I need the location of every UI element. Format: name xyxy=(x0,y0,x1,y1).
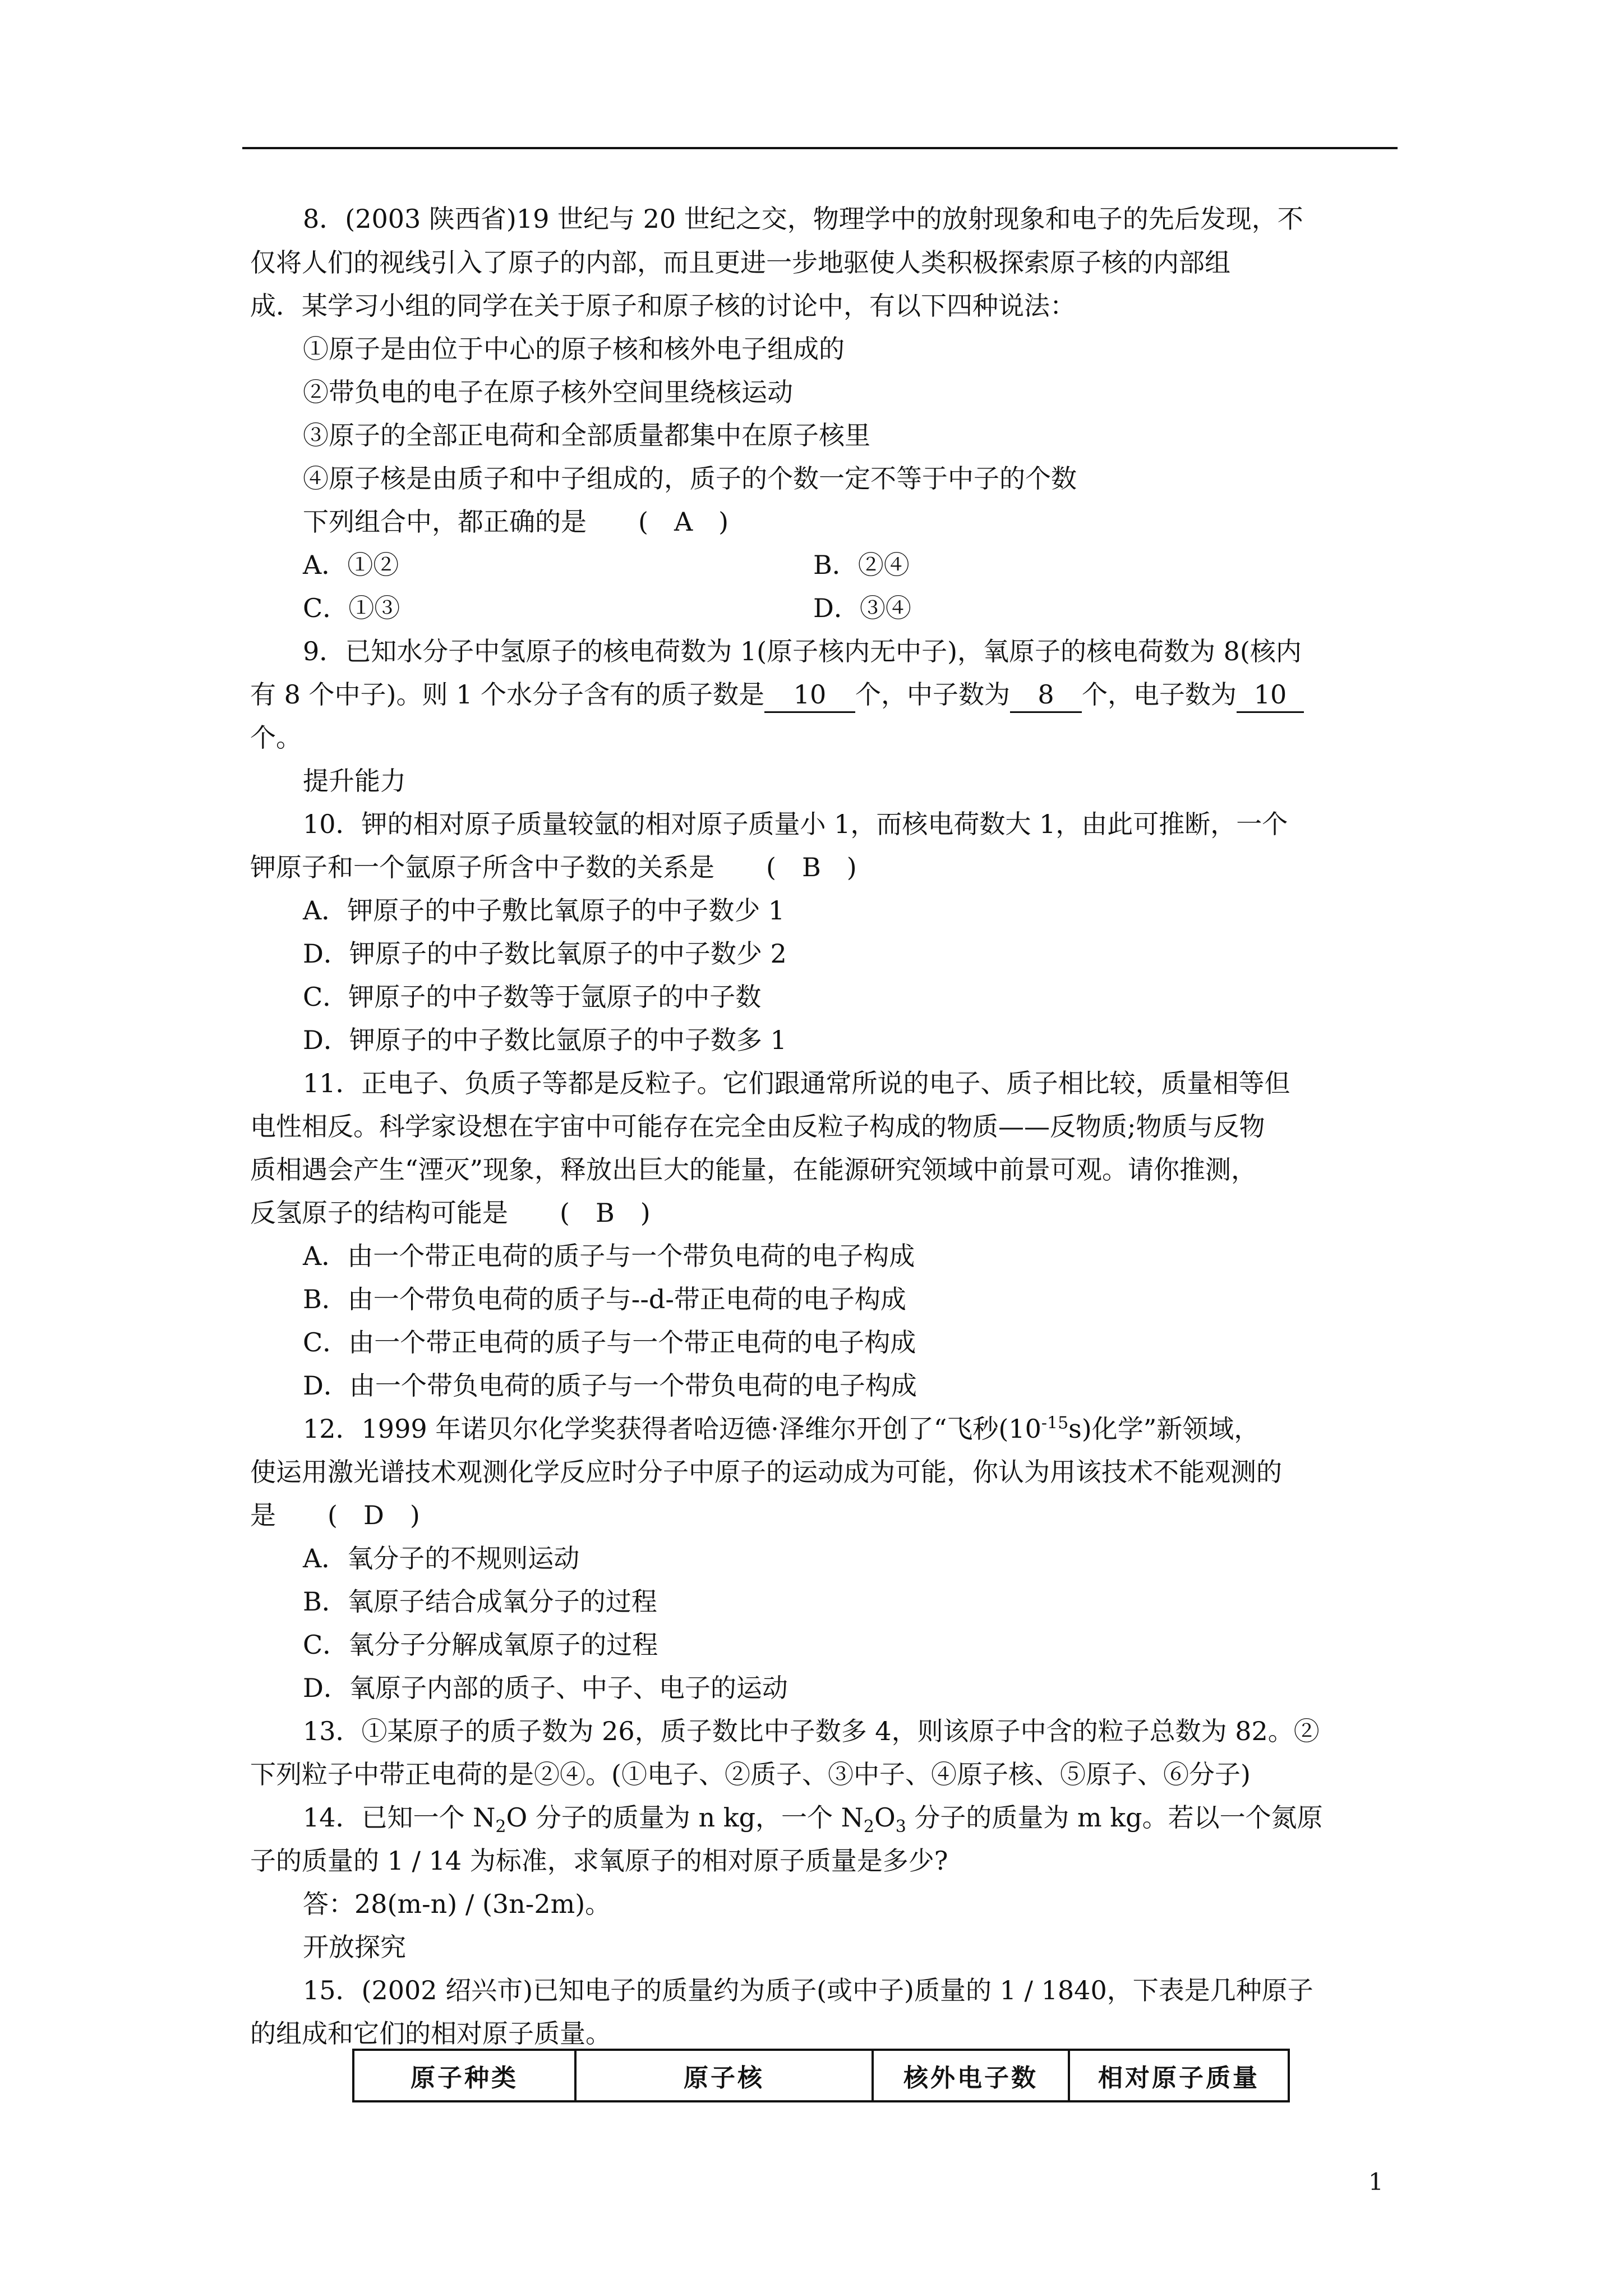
section-heading-improve: 提升能力 xyxy=(303,766,406,796)
q10-option-3: C．钾原子的中子数等于氩原子的中子数 xyxy=(303,982,762,1012)
q14-sub-2: 2 xyxy=(863,1817,874,1837)
table-header-relative-mass: 相对原子质量 xyxy=(1069,2050,1289,2101)
q15-line-2: 的组成和它们的相对原子质量。 xyxy=(250,2018,611,2049)
q14-sub-3: 3 xyxy=(895,1817,906,1837)
q13-line-2: 下列粒子中带正电荷的是②④。(①电子、②质子、③中子、④原子核、⑤原子、⑥分子) xyxy=(250,1759,1251,1789)
q10-line-1: 10．钾的相对原子质量较氩的相对原子质量小 1，而核电荷数大 1，由此可推断，一个 xyxy=(303,809,1288,839)
q9-blank-protons: 10 xyxy=(764,678,855,713)
q12-option-d: D．氧原子内部的质子、中子、电子的运动 xyxy=(303,1673,788,1703)
table-header-row xyxy=(353,2050,1289,2101)
q11-option-b: B．由一个带负电荷的质子与--d-带正电荷的电子构成 xyxy=(303,1284,906,1314)
q14-text-a: 14．已知一个 N xyxy=(303,1802,496,1833)
q12-text-a: 12．1999 年诺贝尔化学奖获得者哈迈德·泽维尔开创了“飞秒(10 xyxy=(303,1414,1041,1444)
q9-blank-neutrons: 8 xyxy=(1010,678,1082,713)
page-number: 1 xyxy=(1368,2168,1384,2196)
q11-line-1: 11．正电子、负质子等都是反粒子。它们跟通常所说的电子、质子相比较，质量相等但 xyxy=(303,1068,1290,1098)
q11-option-a: A．由一个带正电荷的质子与一个带负电荷的电子构成 xyxy=(303,1241,915,1271)
q11-line-4: 反氢原子的结构可能是 ( B ) xyxy=(250,1198,651,1228)
q8-line-1: 8．(2003 陕西省)19 世纪与 20 世纪之交，物理学中的放射现象和电子的先后发现，不 xyxy=(303,204,1303,234)
q12-exponent: -15 xyxy=(1041,1413,1069,1433)
q10-option-2: D．钾原子的中子数比氧原子的中子数少 2 xyxy=(303,938,787,969)
table-header-nucleus: 原子核 xyxy=(575,2050,873,2101)
table-header-atom-type: 原子种类 xyxy=(353,2050,575,2101)
q12-option-b: B．氧原子结合成氧分子的过程 xyxy=(303,1586,657,1617)
q10-option-4: D．钾原子的中子数比氩原子的中子数多 1 xyxy=(303,1025,787,1055)
q9-text-b: 个，中子数为 xyxy=(855,679,1010,710)
q11-option-c: C．由一个带正电荷的质子与一个带正电荷的电子构成 xyxy=(303,1327,916,1358)
q14-sub-1: 2 xyxy=(495,1817,506,1837)
q8-option-b: B．②④ xyxy=(813,550,910,580)
q8-option-c: C．①③ xyxy=(303,593,400,623)
q9-text-c: 个，电子数为 xyxy=(1081,679,1237,710)
q15-line-1: 15．(2002 绍兴市)已知电子的质量约为质子(或中子)质量的 1 / 1840，下表是几种原子 xyxy=(303,1975,1313,2005)
q11-line-2: 电性相反。科学家设想在宇宙中可能存在完全由反粒子构成的物质——反物质;物质与反物 xyxy=(250,1111,1265,1142)
q8-statement-3: ③原子的全部正电荷和全部质量都集中在原子核里 xyxy=(303,420,870,450)
table-header-electrons: 核外电子数 xyxy=(873,2050,1069,2101)
q14-answer: 答：28(m-n) / (3n-2m)。 xyxy=(303,1889,611,1919)
q12-line-1 xyxy=(303,1407,1260,1450)
q11-line-3: 质相遇会产生“湮灭”现象，释放出巨大的能量，在能源研究领域中前景可观。请你推测， xyxy=(250,1154,1257,1185)
q14-text-d: 分子的质量为 m kg。若以一个氮原 xyxy=(906,1802,1323,1833)
header-rule xyxy=(242,147,1398,149)
q8-option-d: D．③④ xyxy=(813,593,911,623)
q12-line-2: 使运用激光谱技术观测化学反应时分子中原子的运动成为可能，你认为用该技术不能观测的 xyxy=(250,1457,1282,1487)
q12-option-a: A．氧分子的不规则运动 xyxy=(303,1543,580,1573)
q8-statement-2: ②带负电的电子在原子核外空间里绕核运动 xyxy=(303,377,793,407)
q14-text-c: O xyxy=(874,1802,896,1833)
q8-line-2: 仅将人们的视线引入了原子的内部，而且更进一步地驱使人类积极探索原子核的内部组 xyxy=(250,247,1230,278)
q9-text-a: 有 8 个中子)。则 1 个水分子含有的质子数是 xyxy=(250,679,764,710)
q14-line-1 xyxy=(303,1796,1323,1839)
q8-statement-1: ①原子是由位于中心的原子核和核外电子组成的 xyxy=(303,334,845,364)
q9-blank-electrons: 10 xyxy=(1237,678,1304,713)
q14-line-2: 子的质量的 1 / 14 为标准，求氧原子的相对原子质量是多少? xyxy=(250,1846,948,1876)
q8-line-3: 成．某学习小组的同学在关于原子和原子核的讨论中，有以下四种说法： xyxy=(250,291,1076,321)
q10-option-1: A．钾原子的中子敷比氧原子的中子数少 1 xyxy=(303,895,785,926)
q8-prompt: 下列组合中，都正确的是 ( A ) xyxy=(303,507,729,537)
q12-option-c: C．氧分子分解成氧原子的过程 xyxy=(303,1630,658,1660)
q8-statement-4: ④原子核是由质子和中子组成的，质子的个数一定不等于中子的个数 xyxy=(303,463,1077,494)
q13-line-1: 13．①某原子的质子数为 26，质子数比中子数多 4，则该原子中含的粒子总数为 82。② xyxy=(303,1716,1320,1746)
q10-line-2: 钾原子和一个氩原子所含中子数的关系是 ( B ) xyxy=(250,852,857,882)
q9-line-2 xyxy=(250,673,1304,716)
q12-text-b: s)化学”新领域， xyxy=(1068,1414,1260,1444)
atom-composition-table xyxy=(352,2049,1290,2102)
q9-line-1: 9．已知水分子中氢原子的核电荷数为 1(原子核内无中子)，氧原子的核电荷数为 8(核内 xyxy=(303,636,1302,666)
q14-text-b: O 分子的质量为 n kg，一个 N xyxy=(506,1802,864,1833)
q8-option-a: A．①② xyxy=(303,550,399,580)
q9-line-3: 个。 xyxy=(250,723,302,753)
q12-line-3: 是 ( D ) xyxy=(250,1500,420,1530)
section-heading-open: 开放探究 xyxy=(303,1932,406,1962)
q11-option-d: D．由一个带负电荷的质子与一个带负电荷的电子构成 xyxy=(303,1370,917,1401)
